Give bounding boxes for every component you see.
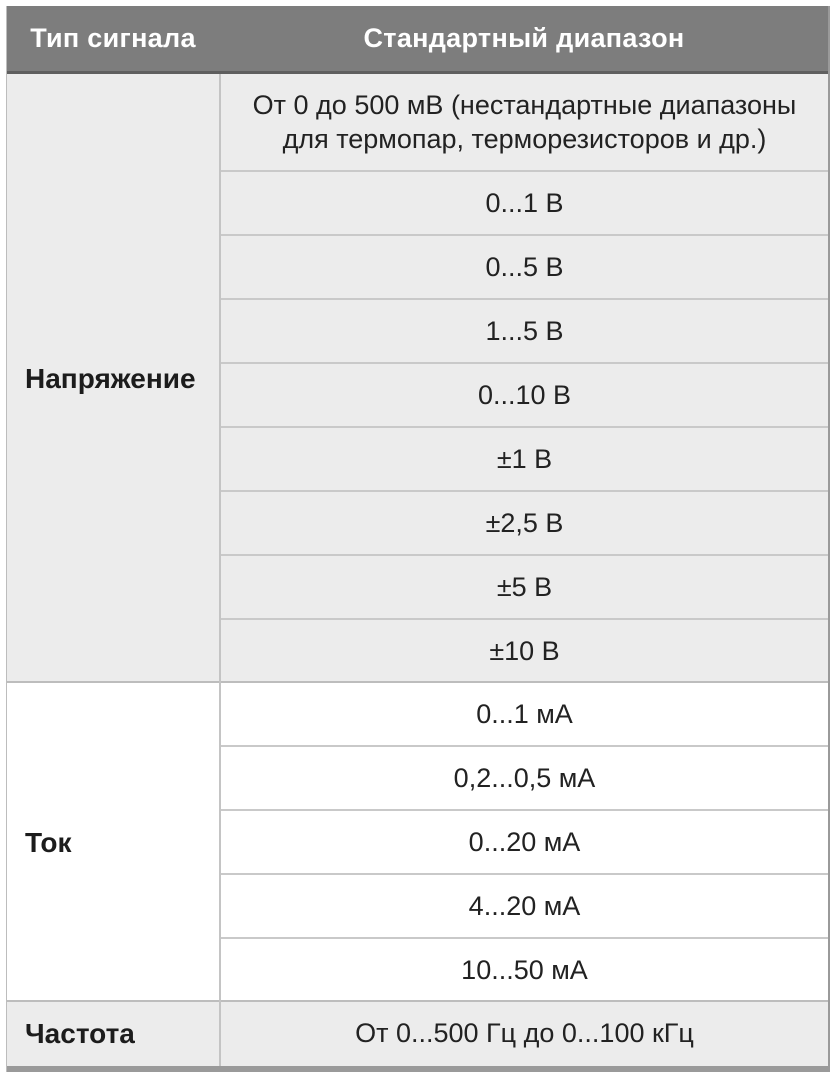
signal-range-table [6,6,830,1072]
group-voltage [7,74,828,683]
range-cell: 1...5 В [221,298,828,364]
range-cell: ±5 В [221,554,828,620]
range-cell: От 0...500 Гц до 0...100 кГц [355,1018,694,1049]
range-cell: ±10 В [221,618,828,683]
group-frequency [7,1002,828,1066]
table-header [7,6,828,74]
group-current [7,683,828,1002]
range-cell: От 0 до 500 мВ (нестандартные диапазоны для термопар, терморезисторов и др.) [252,90,797,154]
range-cell: 0,2...0,5 мА [221,745,828,811]
range-cell: 0...1 мА [476,699,573,730]
range-cell: 0...1 В [221,170,828,236]
range-cell: 0...10 В [221,362,828,428]
voltage-ranges [221,74,828,683]
range-cell: 10...50 мА [221,937,828,1002]
group-label-frequency: Частота [25,1018,135,1049]
range-cell: ±2,5 В [221,490,828,556]
header-signal-type: Тип сигнала [30,23,196,53]
range-cell: 0...20 мА [221,809,828,875]
table-bottom-border [7,1066,828,1072]
group-label-voltage: Напряжение [25,362,196,394]
range-cell: ±1 В [221,426,828,492]
group-label-current: Ток [25,826,72,858]
header-standard-range: Стандартный диапазон [363,23,685,53]
range-cell: 0...5 В [221,234,828,300]
range-cell: 4...20 мА [221,873,828,939]
current-ranges [221,683,828,1002]
frequency-ranges [221,1002,828,1066]
column-divider [219,74,221,1072]
